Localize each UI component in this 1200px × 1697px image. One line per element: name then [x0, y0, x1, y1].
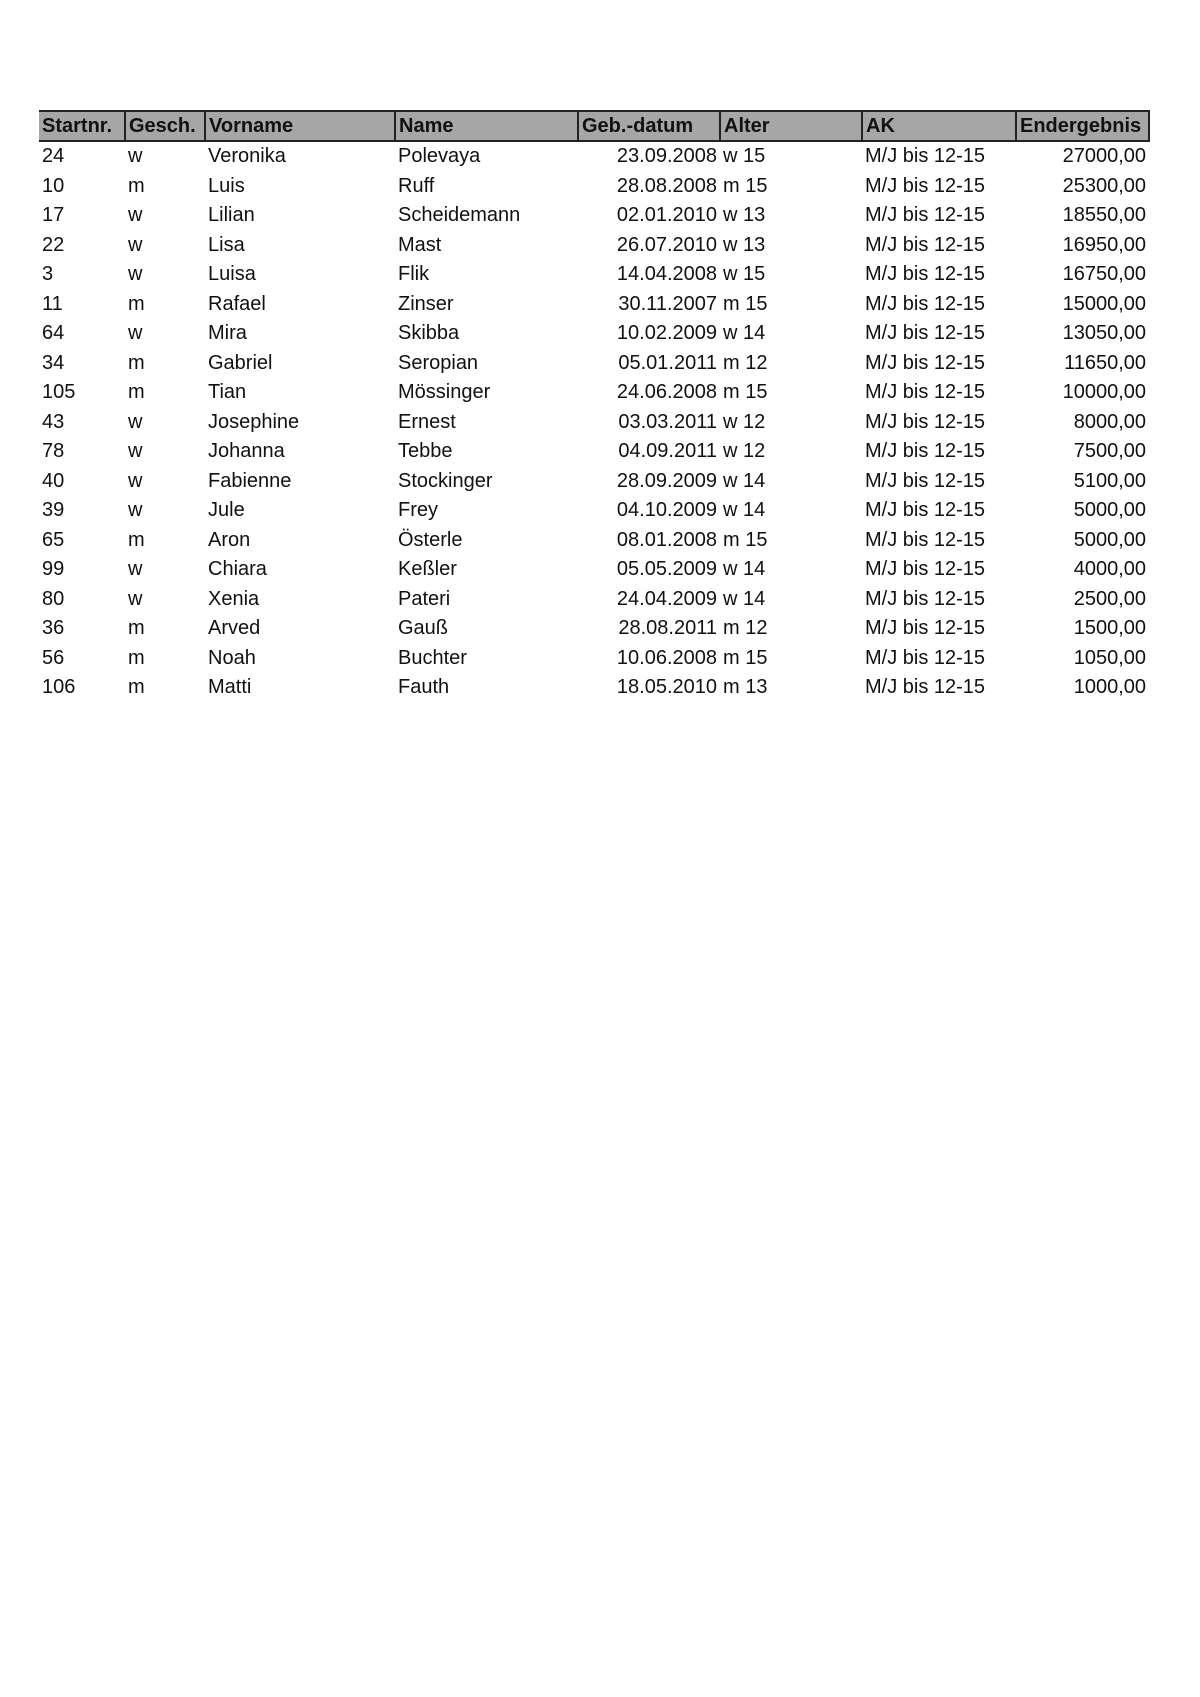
cell-gesch[interactable]: m — [128, 381, 145, 404]
cell-endergebnis[interactable]: 25300,00 — [1062, 174, 1146, 197]
cell-vorname[interactable]: Johanna — [208, 440, 285, 463]
cell-name[interactable]: Pateri — [398, 587, 451, 610]
table-row — [39, 290, 1149, 320]
cell-vorname[interactable]: Noah — [208, 646, 256, 669]
cell-ak[interactable]: M/J bis 12-15 — [865, 292, 986, 315]
cell-alter[interactable]: w 15 — [723, 263, 766, 286]
cell-gesch[interactable]: m — [128, 646, 145, 669]
cell-gesch[interactable]: m — [128, 676, 145, 699]
cell-geb-datum[interactable]: 14.04.2008 — [616, 263, 717, 286]
cell-endergebnis[interactable]: 11650,00 — [1064, 351, 1146, 374]
cell-gesch[interactable]: m — [128, 174, 145, 197]
cell-geb-datum[interactable]: 03.03.2011 — [618, 410, 717, 433]
header-row — [39, 111, 1149, 141]
cell-name[interactable]: Seropian — [398, 351, 479, 374]
header-startnr[interactable]: Startnr. — [39, 111, 125, 141]
cell-startnr[interactable]: 105 — [42, 381, 76, 404]
cell-alter[interactable]: w 14 — [723, 469, 766, 492]
cell-geb-datum[interactable]: 28.09.2009 — [616, 469, 717, 492]
cell-gesch[interactable]: w — [128, 145, 143, 168]
cell-gesch[interactable]: m — [128, 528, 145, 551]
cell-startnr[interactable]: 10 — [42, 174, 65, 197]
cell-startnr[interactable]: 78 — [42, 440, 65, 463]
cell-alter[interactable]: m 12 — [723, 617, 768, 640]
cell-ak[interactable]: M/J bis 12-15 — [865, 646, 986, 669]
cell-gesch[interactable]: w — [128, 558, 143, 581]
cell-vorname[interactable]: Aron — [208, 528, 251, 551]
cell-gesch[interactable]: w — [128, 233, 143, 256]
cell-ak[interactable]: M/J bis 12-15 — [865, 676, 986, 699]
cell-name[interactable]: Ruff — [398, 174, 435, 197]
cell-endergebnis[interactable]: 8000,00 — [1073, 410, 1146, 433]
cell-vorname[interactable]: Rafael — [208, 292, 266, 315]
cell-geb-datum[interactable]: 18.05.2010 — [616, 676, 717, 699]
cell-alter[interactable]: m 15 — [723, 174, 768, 197]
cell-vorname[interactable]: Lisa — [208, 233, 245, 256]
table-row — [39, 141, 1149, 172]
cell-ak[interactable]: M/J bis 12-15 — [865, 174, 986, 197]
table-row — [39, 260, 1149, 290]
cell-endergebnis[interactable]: 5100,00 — [1073, 469, 1146, 492]
cell-gesch[interactable]: w — [128, 204, 143, 227]
cell-alter[interactable]: w 14 — [723, 558, 766, 581]
cell-name[interactable]: Scheidemann — [398, 204, 521, 227]
cell-alter[interactable]: m 15 — [723, 381, 768, 404]
cell-startnr[interactable]: 39 — [42, 499, 65, 522]
cell-name[interactable]: Frey — [398, 499, 438, 522]
cell-vorname[interactable]: Chiara — [208, 558, 267, 581]
table-row — [39, 378, 1149, 408]
cell-startnr[interactable]: 64 — [42, 322, 65, 345]
cell-startnr[interactable]: 36 — [42, 617, 65, 640]
cell-endergebnis[interactable]: 16950,00 — [1062, 233, 1146, 256]
cell-geb-datum[interactable]: 30.11.2007 — [618, 292, 717, 315]
cell-vorname[interactable]: Luis — [208, 174, 245, 197]
cell-gesch[interactable]: m — [128, 617, 145, 640]
cell-gesch[interactable]: w — [128, 587, 143, 610]
cell-alter[interactable]: m 15 — [723, 646, 768, 669]
cell-alter[interactable]: w 12 — [723, 440, 766, 463]
cell-endergebnis[interactable]: 5000,00 — [1073, 499, 1146, 522]
table-row — [39, 526, 1149, 556]
table-row — [39, 644, 1149, 674]
cell-endergebnis[interactable]: 1000,00 — [1073, 676, 1146, 699]
cell-vorname[interactable]: Arved — [208, 617, 261, 640]
cell-alter[interactable]: m 13 — [723, 676, 768, 699]
table-row — [39, 231, 1149, 261]
cell-endergebnis[interactable]: 2500,00 — [1073, 587, 1146, 610]
header-ak[interactable]: AK — [862, 111, 1016, 141]
header-name[interactable]: Name — [395, 111, 578, 141]
cell-startnr[interactable]: 22 — [42, 233, 65, 256]
cell-endergebnis[interactable]: 16750,00 — [1062, 263, 1146, 286]
cell-alter[interactable]: w 13 — [723, 204, 766, 227]
cell-startnr[interactable]: 80 — [42, 587, 65, 610]
results-sheet — [39, 110, 1159, 703]
cell-geb-datum[interactable]: 05.01.2011 — [618, 351, 717, 374]
cell-gesch[interactable]: w — [128, 263, 143, 286]
cell-geb-datum[interactable]: 10.06.2008 — [616, 646, 717, 669]
cell-ak[interactable]: M/J bis 12-15 — [865, 145, 986, 168]
cell-name[interactable]: Keßler — [398, 558, 457, 581]
cell-vorname[interactable]: Gabriel — [208, 351, 273, 374]
cell-ak[interactable]: M/J bis 12-15 — [865, 322, 986, 345]
cell-startnr[interactable]: 11 — [42, 292, 63, 315]
cell-geb-datum[interactable]: 23.09.2008 — [616, 145, 717, 168]
table-row — [39, 467, 1149, 497]
cell-geb-datum[interactable]: 04.10.2009 — [616, 499, 717, 522]
cell-gesch[interactable]: w — [128, 440, 143, 463]
cell-name[interactable]: Zinser — [398, 292, 454, 315]
cell-startnr[interactable]: 24 — [42, 145, 65, 168]
cell-name[interactable]: Ernest — [398, 410, 456, 433]
cell-name[interactable]: Tebbe — [398, 440, 453, 463]
cell-geb-datum[interactable]: 26.07.2010 — [616, 233, 717, 256]
cell-ak[interactable]: M/J bis 12-15 — [865, 469, 986, 492]
cell-vorname[interactable]: Veronika — [208, 145, 286, 168]
table-row — [39, 172, 1149, 202]
cell-ak[interactable]: M/J bis 12-15 — [865, 233, 986, 256]
cell-vorname[interactable]: Jule — [208, 499, 245, 522]
cell-startnr[interactable]: 99 — [42, 558, 65, 581]
cell-endergebnis[interactable]: 15000,00 — [1062, 292, 1146, 315]
results-table — [39, 110, 1150, 703]
header-vorname[interactable]: Vorname — [205, 111, 395, 141]
cell-ak[interactable]: M/J bis 12-15 — [865, 204, 986, 227]
cell-geb-datum[interactable]: 05.05.2009 — [616, 558, 717, 581]
results-body — [39, 141, 1149, 703]
cell-endergebnis[interactable]: 1050,00 — [1073, 646, 1146, 669]
cell-alter[interactable]: w 13 — [723, 233, 766, 256]
cell-name[interactable]: Flik — [398, 263, 430, 286]
cell-name[interactable]: Skibba — [398, 322, 460, 345]
cell-alter[interactable]: w 15 — [723, 145, 766, 168]
cell-name[interactable]: Österle — [398, 528, 463, 551]
cell-startnr[interactable]: 34 — [42, 351, 65, 374]
cell-endergebnis[interactable]: 13050,00 — [1062, 322, 1146, 345]
cell-geb-datum[interactable]: 08.01.2008 — [616, 528, 717, 551]
cell-vorname[interactable]: Tian — [208, 381, 247, 404]
header-gesch[interactable]: Gesch. — [125, 111, 205, 141]
cell-name[interactable]: Gauß — [398, 617, 449, 640]
cell-startnr[interactable]: 43 — [42, 410, 65, 433]
cell-geb-datum[interactable]: 24.04.2009 — [616, 587, 717, 610]
cell-gesch[interactable]: m — [128, 351, 145, 374]
cell-geb-datum[interactable]: 24.06.2008 — [616, 381, 717, 404]
cell-name[interactable]: Buchter — [398, 646, 467, 669]
cell-ak[interactable]: M/J bis 12-15 — [865, 617, 986, 640]
cell-vorname[interactable]: Luisa — [208, 263, 256, 286]
cell-ak[interactable]: M/J bis 12-15 — [865, 351, 986, 374]
cell-name[interactable]: Mössinger — [398, 381, 491, 404]
cell-alter[interactable]: w 14 — [723, 499, 766, 522]
cell-gesch[interactable]: w — [128, 410, 143, 433]
cell-startnr[interactable]: 3 — [42, 263, 54, 286]
cell-startnr[interactable]: 56 — [42, 646, 65, 669]
cell-ak[interactable]: M/J bis 12-15 — [865, 410, 986, 433]
cell-endergebnis[interactable]: 1500,00 — [1073, 617, 1146, 640]
cell-ak[interactable]: M/J bis 12-15 — [865, 499, 986, 522]
cell-startnr[interactable]: 65 — [42, 528, 65, 551]
cell-geb-datum[interactable]: 02.01.2010 — [616, 204, 717, 227]
cell-gesch[interactable]: w — [128, 499, 143, 522]
table-row — [39, 437, 1149, 467]
cell-alter[interactable]: w 14 — [723, 322, 766, 345]
cell-alter[interactable]: m 15 — [723, 528, 768, 551]
cell-ak[interactable]: M/J bis 12-15 — [865, 381, 986, 404]
table-row — [39, 585, 1149, 615]
cell-gesch[interactable]: m — [128, 292, 145, 315]
header-alter[interactable]: Alter — [720, 111, 862, 141]
table-row — [39, 349, 1149, 379]
cell-endergebnis[interactable]: 10000,00 — [1062, 381, 1146, 404]
cell-endergebnis[interactable]: 27000,00 — [1062, 145, 1146, 168]
table-row — [39, 201, 1149, 231]
cell-startnr[interactable]: 106 — [42, 676, 76, 699]
cell-ak[interactable]: M/J bis 12-15 — [865, 587, 986, 610]
cell-alter[interactable]: w 12 — [723, 410, 766, 433]
cell-ak[interactable]: M/J bis 12-15 — [865, 528, 986, 551]
cell-name[interactable]: Mast — [398, 233, 442, 256]
cell-startnr[interactable]: 40 — [42, 469, 65, 492]
cell-startnr[interactable]: 17 — [42, 204, 65, 227]
cell-vorname[interactable]: Mira — [208, 322, 247, 345]
header-endergebnis[interactable]: Endergebnis — [1016, 111, 1149, 141]
cell-name[interactable]: Fauth — [398, 676, 450, 699]
cell-endergebnis[interactable]: 5000,00 — [1073, 528, 1146, 551]
cell-geb-datum[interactable]: 04.09.2011 — [618, 440, 717, 463]
cell-vorname[interactable]: Lilian — [208, 204, 255, 227]
cell-vorname[interactable]: Josephine — [208, 410, 300, 433]
table-row — [39, 408, 1149, 438]
cell-alter[interactable]: w 14 — [723, 587, 766, 610]
cell-alter[interactable]: m 15 — [723, 292, 768, 315]
header-geb-datum[interactable]: Geb.-datum — [578, 111, 720, 141]
cell-gesch[interactable]: w — [128, 469, 143, 492]
table-row — [39, 555, 1149, 585]
cell-geb-datum[interactable]: 28.08.2011 — [618, 617, 717, 640]
table-row — [39, 319, 1149, 349]
cell-ak[interactable]: M/J bis 12-15 — [865, 558, 986, 581]
cell-endergebnis[interactable]: 18550,00 — [1062, 204, 1146, 227]
cell-gesch[interactable]: w — [128, 322, 143, 345]
cell-ak[interactable]: M/J bis 12-15 — [865, 263, 986, 286]
cell-vorname[interactable]: Matti — [208, 676, 252, 699]
cell-vorname[interactable]: Fabienne — [208, 469, 292, 492]
cell-endergebnis[interactable]: 4000,00 — [1073, 558, 1146, 581]
table-row — [39, 496, 1149, 526]
cell-ak[interactable]: M/J bis 12-15 — [865, 440, 986, 463]
cell-name[interactable]: Stockinger — [398, 469, 493, 492]
cell-name[interactable]: Polevaya — [398, 145, 481, 168]
table-row — [39, 673, 1149, 703]
cell-geb-datum[interactable]: 28.08.2008 — [616, 174, 717, 197]
cell-geb-datum[interactable]: 10.02.2009 — [616, 322, 717, 345]
cell-alter[interactable]: m 12 — [723, 351, 768, 374]
table-row — [39, 614, 1149, 644]
cell-vorname[interactable]: Xenia — [208, 587, 260, 610]
cell-endergebnis[interactable]: 7500,00 — [1073, 440, 1146, 463]
